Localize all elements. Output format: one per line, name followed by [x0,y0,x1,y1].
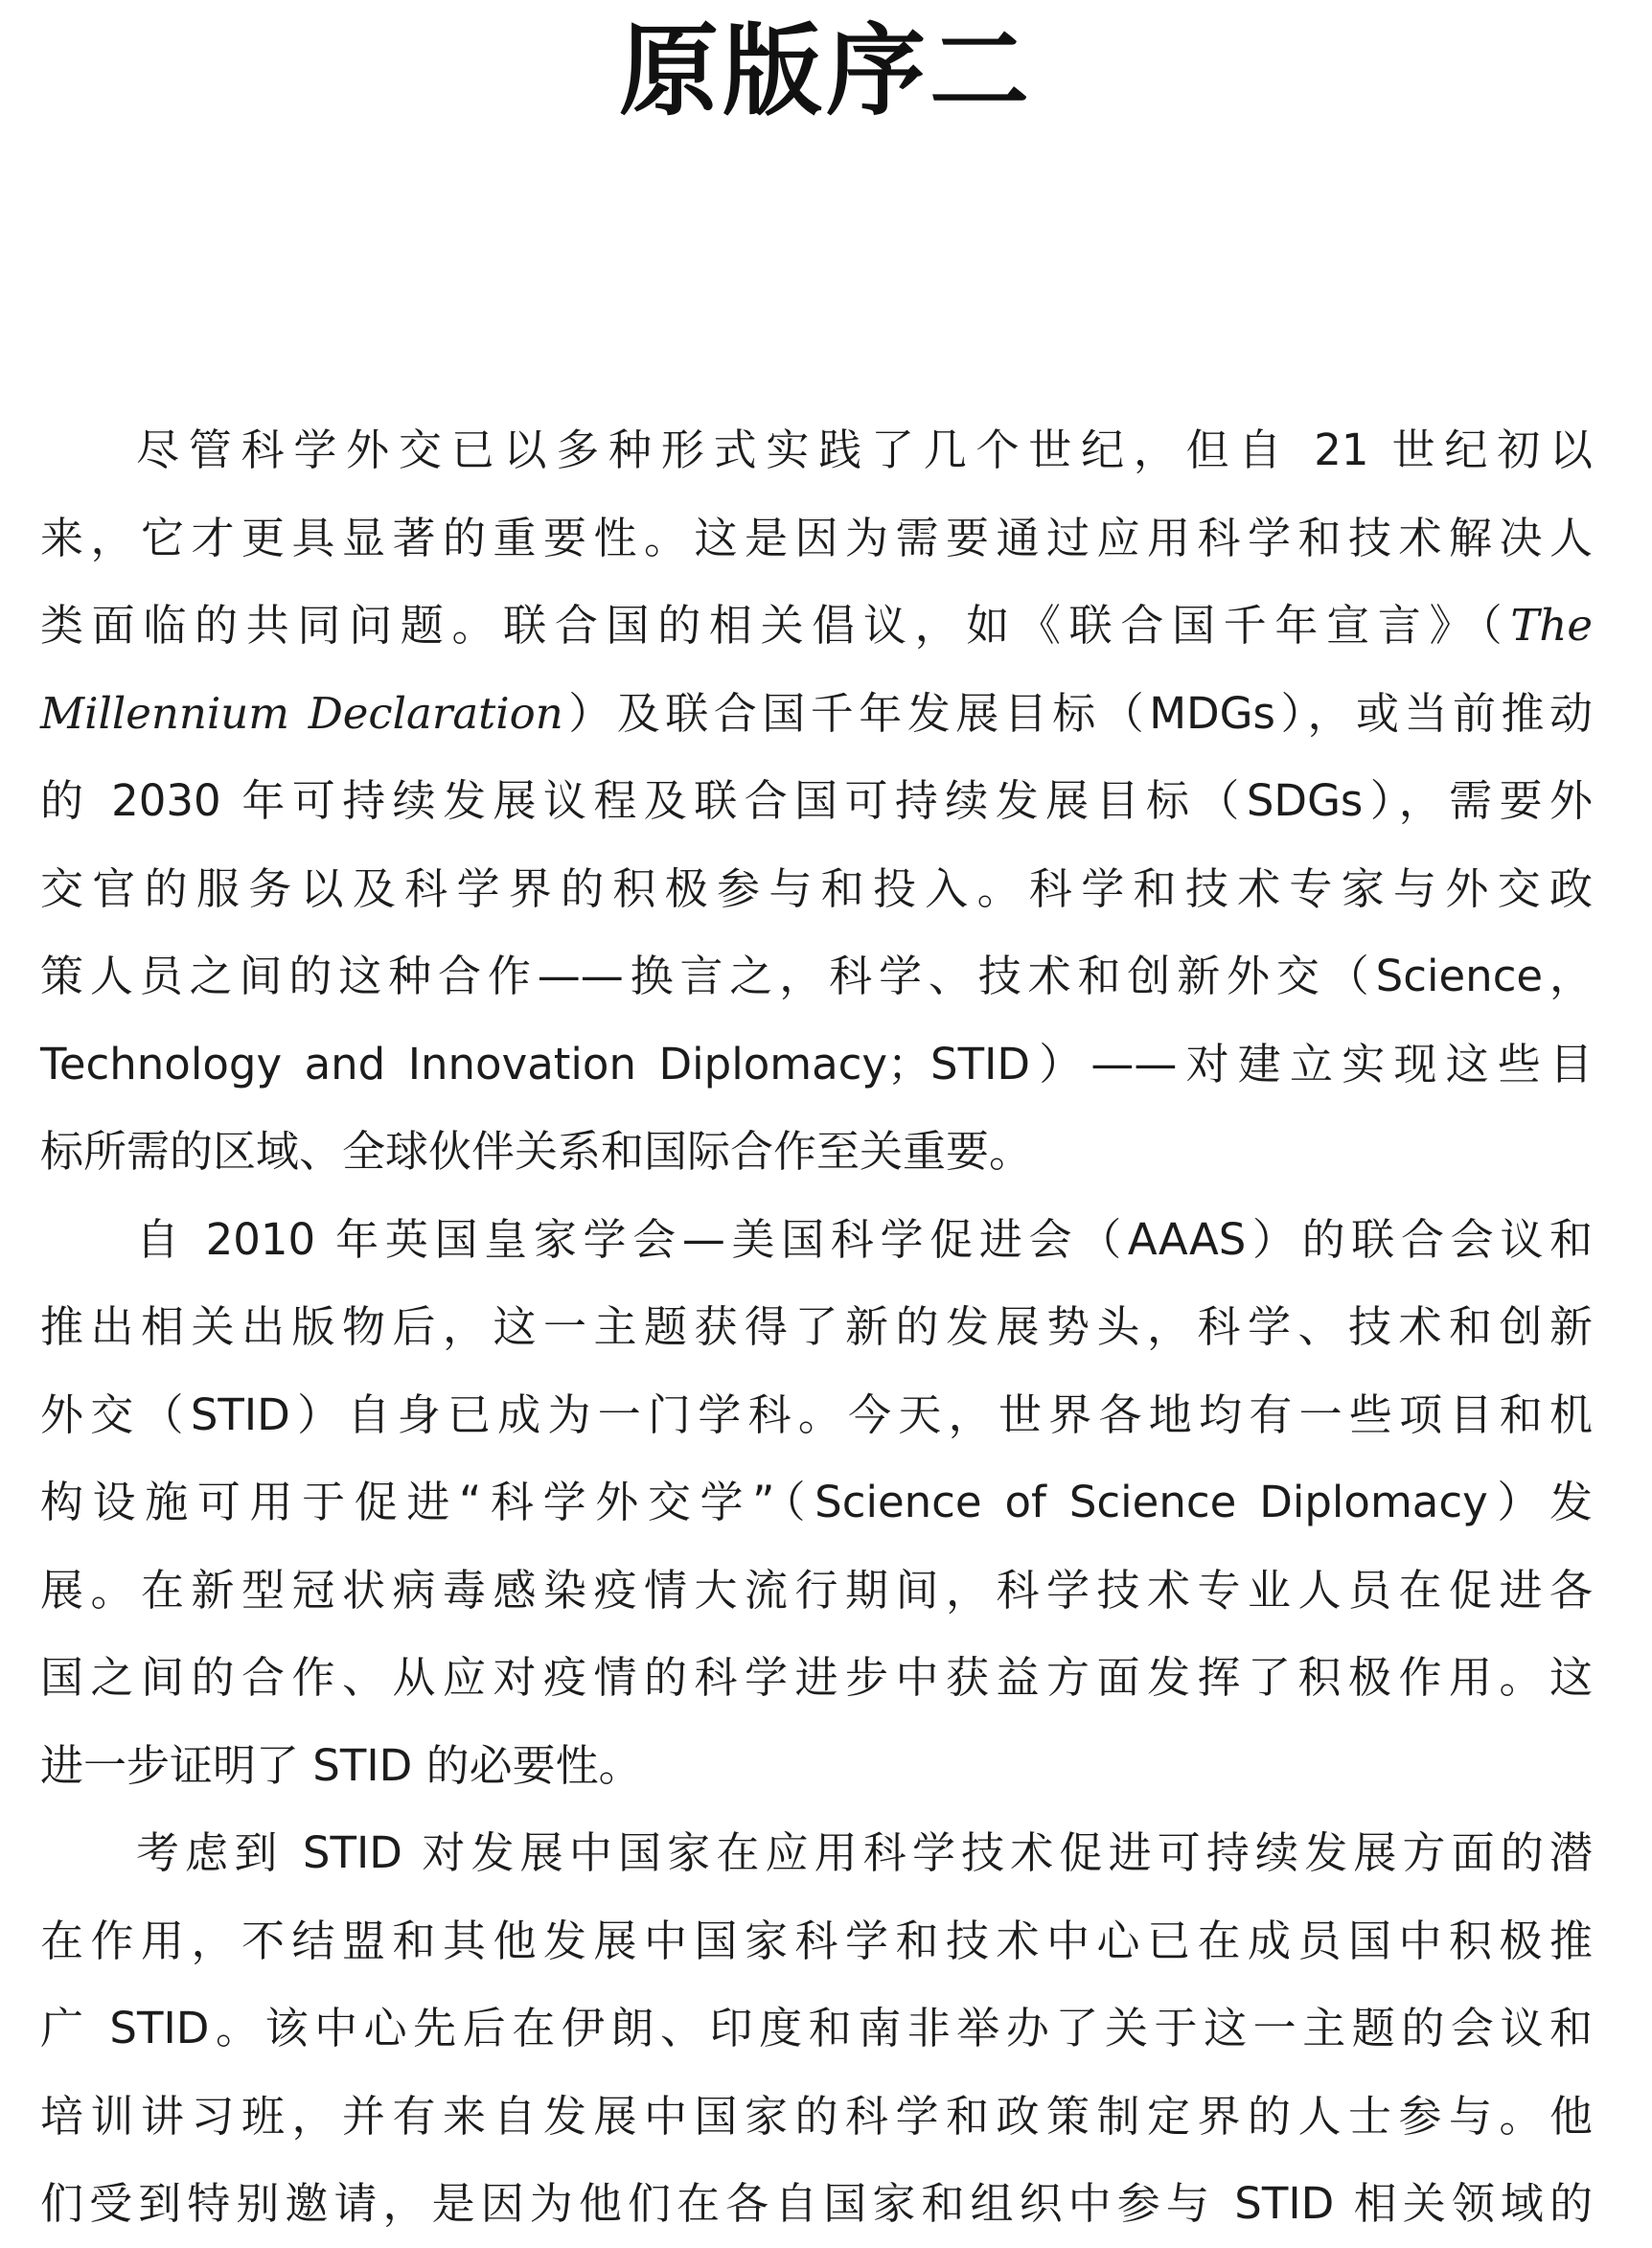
text-line: Technology and Innovation Diplomacy；STID）——对建立实现这些目 [40,1038,1593,1090]
text-line: 尽管科学外交已以多种形式实践了几个世纪，但自 21 世纪初以 [136,424,1593,475]
text-line: 来，它才更具显著的重要性。这是因为需要通过应用科学和技术解决人 [40,512,1593,563]
text-line: 外交（STID）自身已成为一门学科。今天，世界各地均有一些项目和机 [40,1388,1593,1440]
text-line: 构设施可用于促进“科学外交学”（Science of Science Diplomacy）发 [40,1477,1593,1527]
italic-title-segment: The [1510,600,1593,651]
text-line: 广 STID。该中心先后在伊朗、印度和南非举办了关于这一主题的会议和 [40,2003,1593,2053]
text-segment: 类面临的共同问题。联合国的相关倡议，如《联合国千年宣言》（ [40,600,1511,651]
text-line: 标所需的区域、全球伙伴关系和国际合作至关重要。 [40,1126,1033,1177]
paragraph-1 [40,406,1593,1196]
text-line: 的 2030 年可持续发展议程及联合国可持续发展目标（SDGs），需要外 [40,775,1593,826]
text-line: 进一步证明了 STID 的必要性。 [40,1739,642,1791]
text-line: 推出相关出版物后，这一主题获得了新的发展势头，科学、技术和创新 [40,1301,1593,1352]
text-line: 在作用，不结盟和其他发展中国家科学和技术中心已在成员国中积极推 [40,1915,1593,1966]
text-line: 国之间的合作、从应对疫情的科学进步中获益方面发挥了积极作用。这 [40,1652,1593,1703]
text-line: 策人员之间的这种合作——换言之，科学、技术和创新外交（Science， [40,951,1593,1001]
page-title: 原版序二 [618,11,1033,129]
paragraph-3 [40,1809,1593,2248]
text-line: 们受到特别邀请，是因为他们在各自国家和组织中参与 STID 相关领域的 [40,2178,1593,2229]
text-line [40,582,1593,670]
text-line [40,670,1593,758]
italic-title-segment: Millennium Declaration [40,687,563,739]
text-line: 展。在新型冠状病毒感染疫情大流行期间，科学技术专业人员在促进各 [40,1564,1593,1616]
text-line: 自 2010 年英国皇家学会—美国科学促进会（AAAS）的联合会议和 [136,1213,1593,1265]
text-line: 交官的服务以及科学界的积极参与和投入。科学和技术专家与外交政 [40,862,1593,914]
text-segment: ）及联合国千年发展目标（MDGs），或当前推动 [562,687,1593,739]
body-text [40,406,1593,2248]
paragraph-2 [40,1196,1593,1810]
text-line: 考虑到 STID 对发展中国家在应用科学技术促进可持续发展方面的潜 [136,1827,1593,1878]
text-line: 培训讲习班，并有来自发展中国家的科学和政策制定界的人士参与。他 [40,2090,1593,2142]
